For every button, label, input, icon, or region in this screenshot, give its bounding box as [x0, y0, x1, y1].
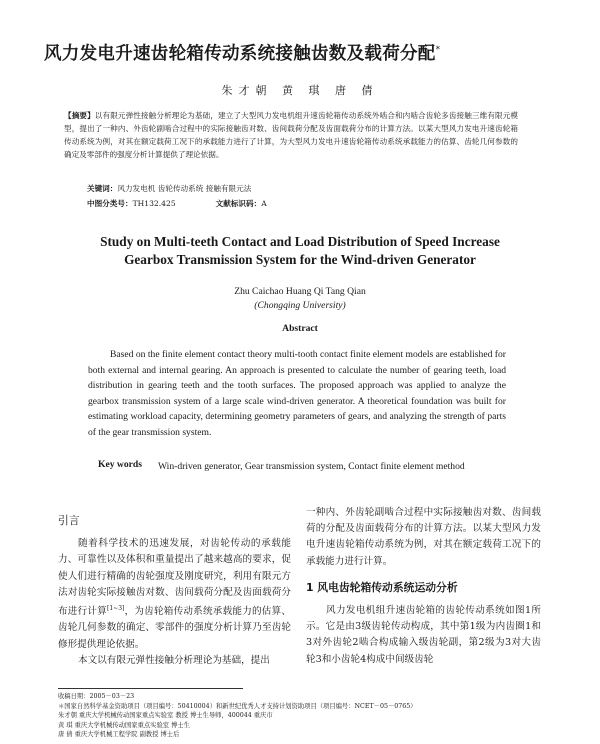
introduction-paragraph-continued: 一种内、外齿轮副啮合过程中实际接触齿对数、齿间载荷的分配及齿面载荷分布的计算方法。以某大型风力发电升速齿轮箱传动系统为例，对其在额定载荷工况下的承载能力进行计算。 [306, 507, 541, 567]
title-chinese: 风力发电升速齿轮箱传动系统接触齿数及载荷分配* [44, 44, 441, 64]
footnote-received-date: 收稿日期：2005－03－23 [58, 693, 135, 700]
title-english-line-2: Gearbox Transmission System for the Wind-driven Generator [124, 252, 476, 267]
section-1-heading: 1 风电齿轮箱传动系统运动分析 [306, 580, 458, 594]
title-english [0, 233, 600, 269]
abstract-english: Based on the finite element contact theory multi-tooth contact finite element models are established for both external and internal gearing. An approach is presented to calculate the number of gearing teeth, load distribution in gearing teeth and the tooth surfaces. The proposed approach was applied to analyze the gearbox transmission system of a large scale wind-driven generator. A theoretical foundation was built for estimating workload capacity, determining geometry parameters of gears, and analyzing the strength of parts of the gear transmission system. [88, 349, 506, 438]
authors-english: Zhu Caichao Huang Qi Tang Qian [234, 286, 366, 297]
section-1-paragraph: 风力发电机组升速齿轮箱的齿轮传动系统如图1所示。它是由3级齿轮传动构成，其中第1级为内齿圈1和3对外齿轮2啮合构成输入级齿轮副，第2级为3对大齿轮3和小齿轮4构成中间级齿轮 [306, 605, 541, 665]
footnotes [58, 692, 558, 740]
abstract-english-heading: Abstract [282, 323, 318, 334]
keywords-english-text: Win-driven generator, Gear transmission system, Contact finite element method [158, 461, 465, 472]
footnote-divider [58, 688, 243, 689]
citation-reference: [1~3] [107, 605, 125, 613]
affiliation-english: (Chongqing University) [254, 300, 346, 311]
abstract-chinese [64, 109, 518, 161]
body-left-column [58, 513, 291, 669]
classification-label: 中图分类号： [87, 199, 133, 208]
title-footnote-mark: * [435, 45, 441, 56]
keywords-chinese-label: 关键词： [87, 184, 118, 193]
abstract-chinese-text: 以有限元弹性接触分析理论为基础，建立了大型风力发电机组升速齿轮箱传动系统外啮合和内啮合齿轮多齿接触三维有限元模型，提出了一种内、外齿轮副啮合过程中的实际接触齿对数、齿间载荷分配及齿面载荷分布的计算方法。以某大型风力发电升速齿轮箱传动系统为例，对其在额定载荷工况下的承载能力进行了计算，为大型风力发电升速齿轮箱传动系统承载能力的估算、齿轮几何参数的确定及零部件的强度分析计算提供了理论依据。 [64, 111, 519, 159]
footnote-author-zhu: 朱才朝 重庆大学机械传动国家重点实验室 教授 博士生导师，400044 重庆市 [58, 712, 273, 720]
footnote-funding: ＊国家自然科学基金资助项目（项目编号：50410004）和新世纪优秀人才支持计划资助项目（项目编号：NCET－05－0765） [58, 702, 417, 710]
classification-chinese [87, 198, 267, 209]
footnote-author-huang: 黄 琪 重庆大学机械传动国家重点实验室 博士生 [58, 721, 190, 729]
footnote-author-tang: 唐 倩 重庆大学机械工程学院 副教授 博士后 [58, 731, 180, 739]
section-introduction-heading: 引言 [58, 514, 80, 527]
document-code-label: 文献标识码： [215, 199, 262, 208]
keywords-english-label: Key words [98, 459, 142, 470]
introduction-paragraph-2: 本文以有限元弹性接触分析理论为基础，提出 [78, 654, 270, 666]
classification-value: TH132.425 [132, 199, 176, 208]
keywords-chinese-text: 风力发电机 齿轮传动系统 接触有限元法 [117, 184, 252, 193]
title-english-line-1: Study on Multi-teeth Contact and Load Distribution of Speed Increase [100, 234, 500, 249]
document-code-value: A [261, 199, 267, 208]
body-right-column [306, 505, 541, 668]
introduction-paragraph-1: 随着科学技术的迅速发展，对齿轮传动的承载能力、可靠性以及体积和重量提出了越来越高的要求，促使人们进行精确的齿轮强度及刚度研究，利用有限元方法对齿轮实际接触齿对数、齿间载荷分配及齿面载荷分布进行计算[1~3]，为齿轮箱传动系统承载能力的估算、齿轮几何参数的确定、零部件的强度分析计算乃至齿轮修形提供理论依据。 [58, 538, 292, 650]
authors-chinese: 朱才朝 黄 琪 唐 倩 [221, 84, 379, 97]
keywords-chinese [87, 183, 251, 194]
abstract-chinese-label: 【摘要】 [64, 111, 95, 120]
